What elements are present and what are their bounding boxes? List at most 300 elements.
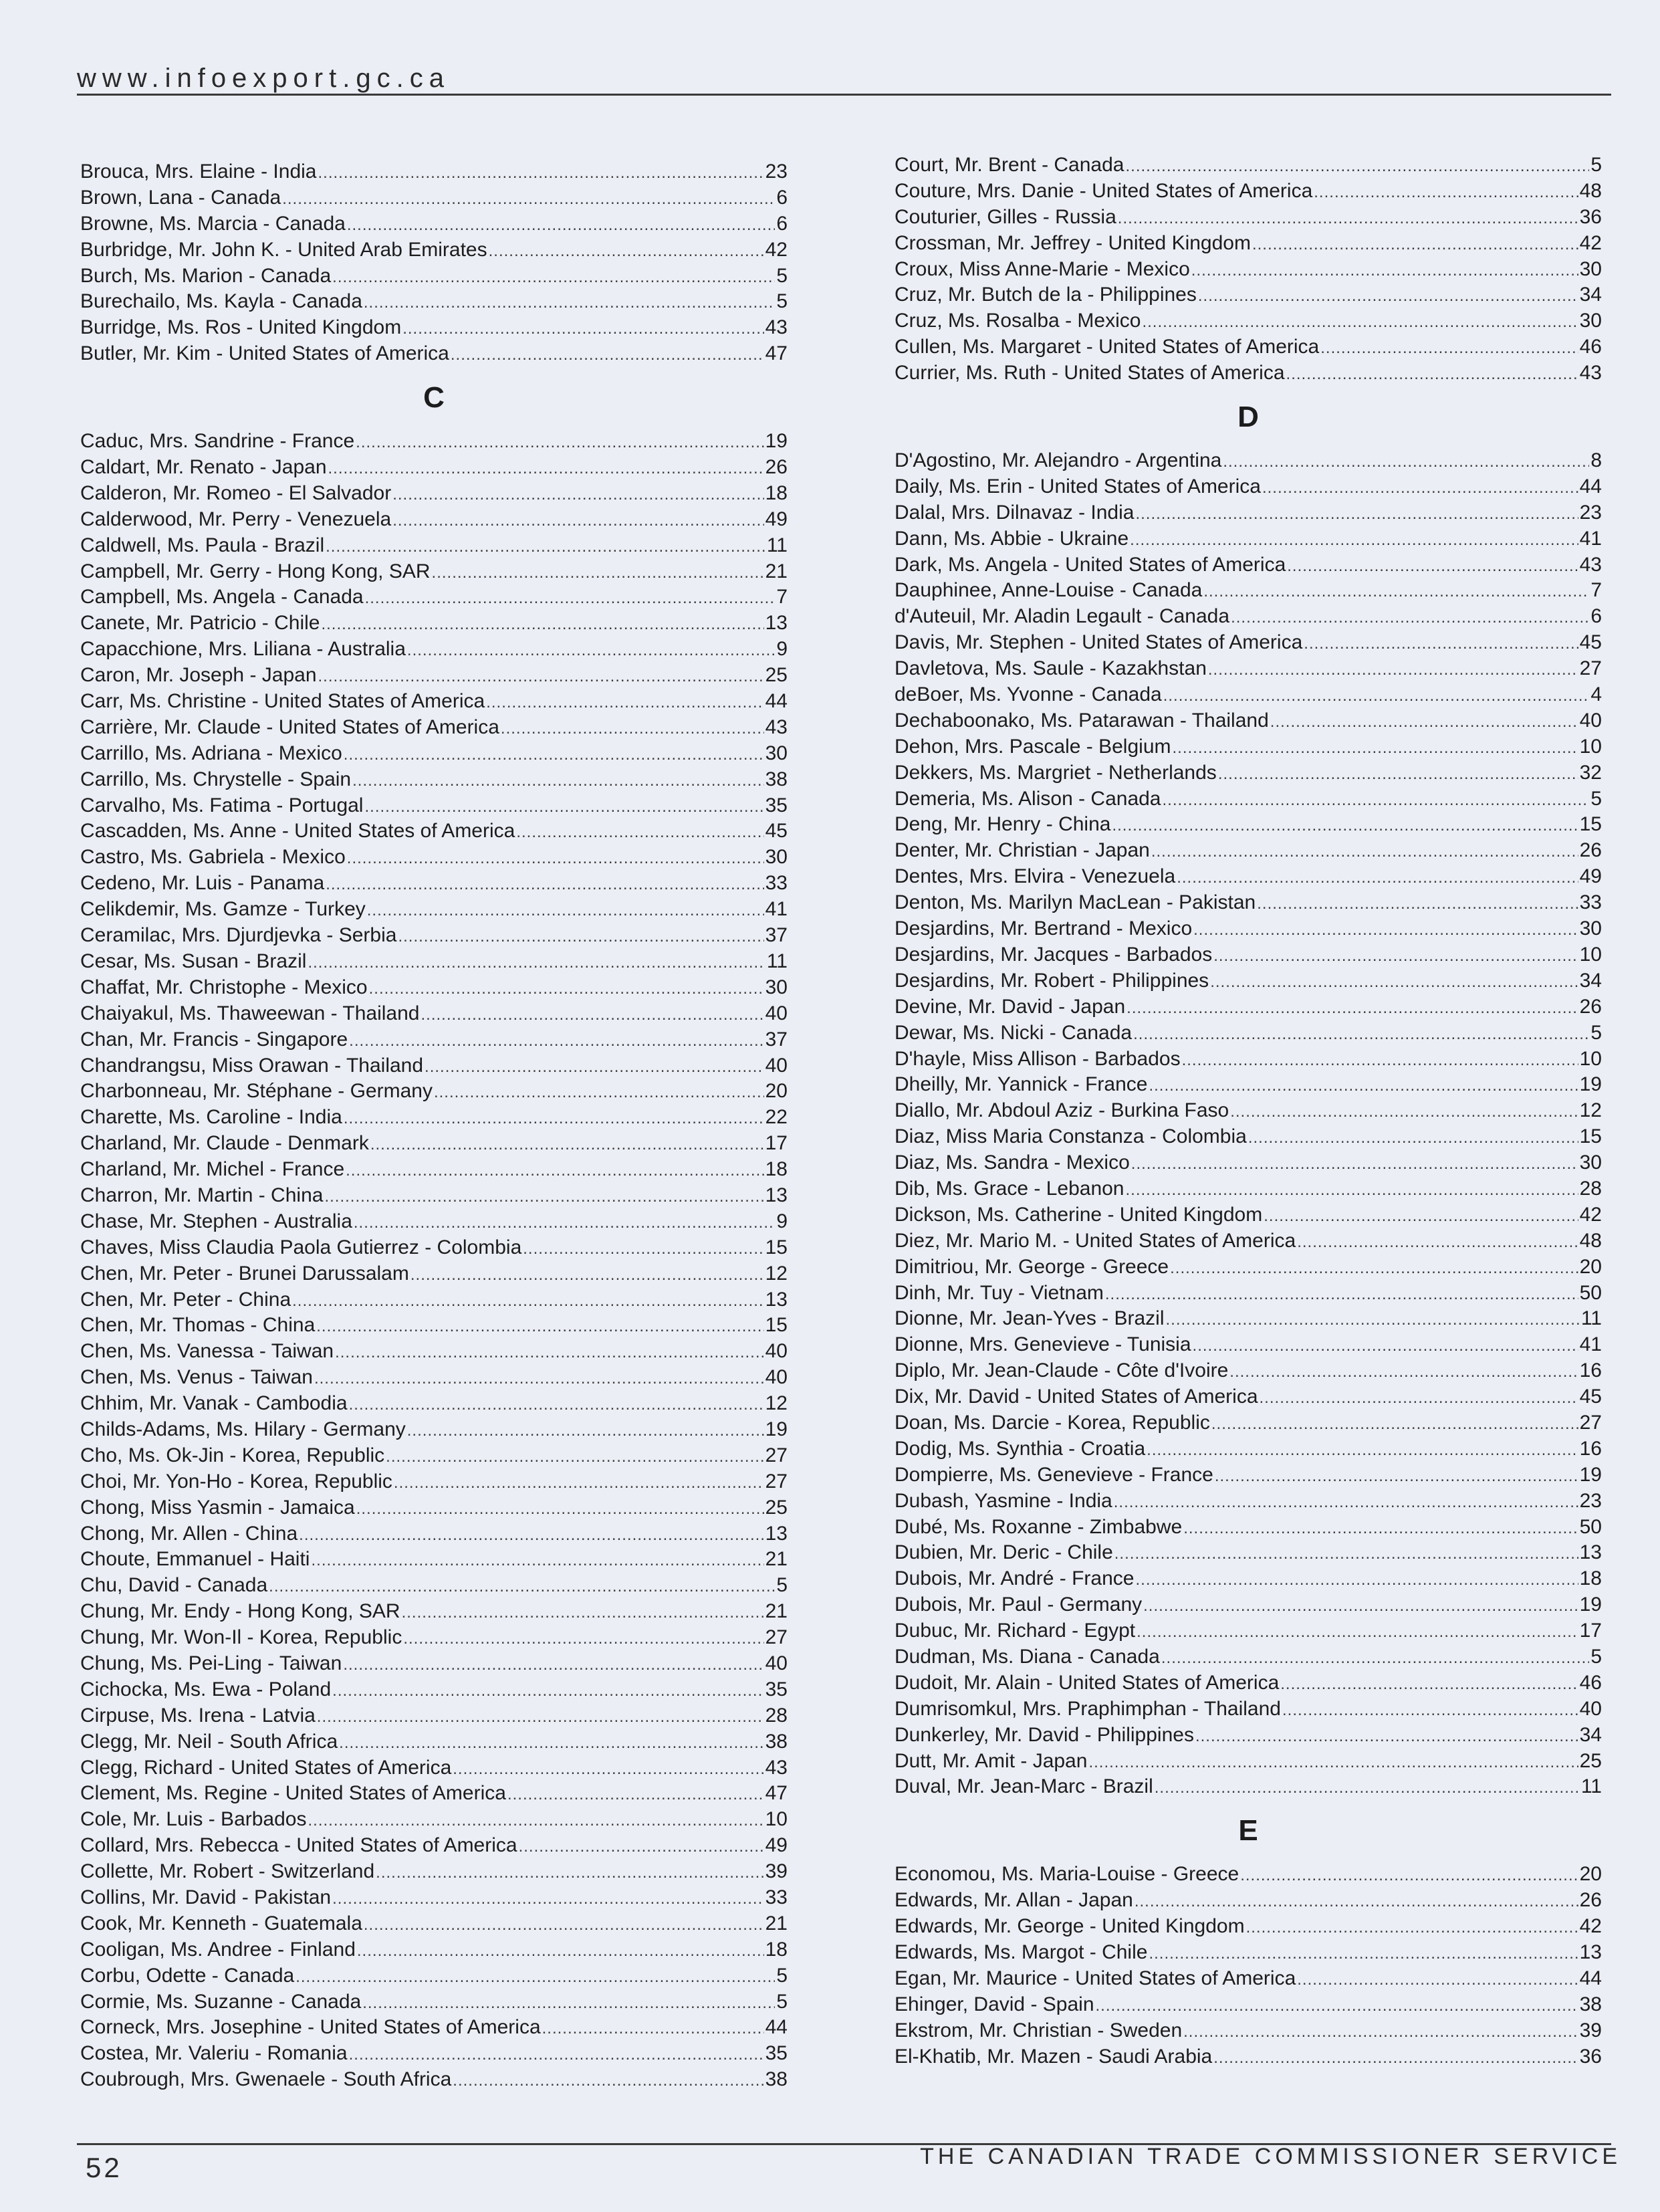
dot-leader (434, 1080, 764, 1106)
entry-name: D'Agostino, Mr. Alejandro - Argentina (895, 449, 1222, 472)
dot-leader (357, 1939, 764, 1965)
index-entry (80, 611, 788, 637)
entry-name: Ehinger, David - Spain (895, 1993, 1094, 2015)
index-entry (895, 231, 1602, 257)
dot-leader (386, 1444, 763, 1470)
entry-name: Dalal, Mrs. Dilnavaz - India (895, 501, 1135, 524)
entry-page-number: 28 (765, 1704, 788, 1727)
entry-name: Diez, Mr. Mario M. - United States of America (895, 1229, 1296, 1252)
index-entry (80, 263, 788, 290)
index-entry (895, 1020, 1602, 1046)
index-entry (80, 2015, 788, 2041)
entry-page-number: 40 (765, 1652, 788, 1674)
entry-page-number: 12 (1579, 1099, 1602, 1122)
entry-page-number: 18 (765, 481, 788, 504)
entry-page-number: 47 (765, 1782, 788, 1805)
entry-page-number: 13 (765, 1184, 788, 1206)
entry-page-number: 25 (1579, 1749, 1602, 1772)
index-entry (895, 1281, 1602, 1307)
dot-leader (407, 638, 775, 664)
entry-name: Diaz, Ms. Sandra - Mexico (895, 1151, 1130, 1174)
entry-page-number: 32 (1579, 761, 1602, 784)
dot-leader (1170, 1256, 1578, 1282)
entry-page-number: 46 (1579, 336, 1602, 358)
dot-leader (1143, 1593, 1578, 1620)
entry-page-number: 38 (765, 2068, 788, 2091)
index-entry (895, 152, 1602, 179)
entry-name: Dudman, Ms. Diana - Canada (895, 1645, 1160, 1668)
entry-name: Browne, Ms. Marcia - Canada (80, 212, 346, 235)
dot-leader (1314, 180, 1578, 206)
entry-page-number: 43 (765, 715, 788, 738)
index-entry (895, 1670, 1602, 1696)
entry-page-number: 40 (1579, 709, 1602, 732)
dot-leader (1213, 944, 1578, 970)
index-entry (895, 1124, 1602, 1150)
entry-page-number: 26 (1579, 995, 1602, 1018)
header-url: www.infoexport.gc.ca (77, 64, 450, 93)
index-entry (895, 916, 1602, 942)
entry-page-number: 9 (776, 1210, 788, 1232)
entry-name: Dompierre, Ms. Genevieve - France (895, 1463, 1213, 1486)
entry-page-number: 10 (1579, 943, 1602, 966)
entry-page-number: 11 (766, 950, 788, 972)
entry-name: Chen, Mr. Thomas - China (80, 1314, 316, 1337)
entry-name: Dubé, Ms. Roxanne - Zimbabwe (895, 1515, 1183, 1538)
entry-page-number: 5 (776, 1574, 788, 1597)
entry-name: Caldart, Mr. Renato - Japan (80, 456, 327, 479)
entry-name: Charron, Mr. Martin - China (80, 1184, 324, 1206)
dot-leader (1133, 1022, 1589, 1048)
entry-name: Caldwell, Ms. Paula - Brazil (80, 534, 325, 556)
entry-page-number: 37 (765, 924, 788, 947)
dot-leader (410, 1262, 764, 1289)
entry-name: Dubash, Yasmine - India (895, 1489, 1112, 1512)
entry-page-number: 11 (766, 534, 788, 556)
index-entry (80, 793, 788, 819)
entry-name: Cooligan, Ms. Andree - Finland (80, 1938, 356, 1961)
index-entry (80, 1443, 788, 1469)
dot-leader (332, 1886, 764, 1912)
entry-name: Capacchione, Mrs. Liliana - Australia (80, 638, 406, 661)
dot-leader (1203, 579, 1589, 605)
dot-leader (347, 213, 776, 239)
entry-name: Couturier, Gilles - Russia (895, 205, 1116, 228)
entry-page-number: 43 (1579, 553, 1602, 576)
entry-name: Devine, Mr. David - Japan (895, 995, 1126, 1018)
dot-leader (364, 794, 763, 820)
dot-leader (1304, 631, 1578, 657)
entry-name: Economou, Ms. Maria-Louise - Greece (895, 1863, 1239, 1886)
dot-leader (370, 1132, 764, 1158)
entry-page-number: 26 (765, 456, 788, 479)
entry-name: Charland, Mr. Michel - France (80, 1158, 345, 1181)
index-entry (80, 1053, 788, 1079)
index-entry (895, 760, 1602, 786)
index-entry (80, 1807, 788, 1833)
entry-page-number: 26 (1579, 839, 1602, 862)
index-entry (895, 1306, 1602, 1332)
dot-leader (1183, 1516, 1578, 1542)
entry-name: Charette, Ms. Caroline - India (80, 1106, 342, 1129)
entry-page-number: 7 (776, 586, 788, 609)
index-entry (895, 1384, 1602, 1410)
entry-name: Cullen, Ms. Margaret - United States of America (895, 336, 1320, 358)
entry-name: Dauphinee, Anne-Louise - Canada (895, 579, 1203, 602)
index-entry (80, 1339, 788, 1365)
entry-page-number: 40 (765, 1340, 788, 1363)
entry-page-number: 34 (1579, 284, 1602, 306)
index-entry (80, 1781, 788, 1807)
entry-name: Dinh, Mr. Tuy - Vietnam (895, 1281, 1104, 1304)
entry-page-number: 16 (1579, 1437, 1602, 1460)
entry-name: Crossman, Mr. Jeffrey - United Kingdom (895, 231, 1251, 254)
index-entry (80, 1131, 788, 1157)
index-entry (895, 838, 1602, 864)
index-entry (895, 1228, 1602, 1254)
entry-page-number: 6 (776, 186, 788, 209)
page-number: 52 (86, 2152, 122, 2183)
index-entry (895, 630, 1602, 656)
entry-page-number: 17 (1579, 1620, 1602, 1642)
entry-name: Collard, Mrs. Rebecca - United States of America (80, 1834, 517, 1857)
dot-leader (332, 1678, 763, 1704)
index-entry (80, 315, 788, 341)
dot-leader (1210, 970, 1578, 996)
dot-leader (523, 1236, 763, 1262)
index-entry (80, 741, 788, 767)
index-entry (80, 1729, 788, 1755)
entry-page-number: 16 (1579, 1359, 1602, 1382)
index-entry (895, 1992, 1602, 2018)
entry-page-number: 45 (1579, 1386, 1602, 1408)
entry-page-number: 48 (1579, 1229, 1602, 1252)
entry-page-number: 42 (1579, 231, 1602, 254)
entry-page-number: 44 (765, 2016, 788, 2039)
entry-page-number: 6 (1590, 605, 1602, 628)
dot-leader (421, 1002, 763, 1028)
index-entry (895, 448, 1602, 474)
entry-name: Chen, Mr. Peter - Brunei Darussalam (80, 1262, 409, 1285)
entry-name: Chan, Mr. Francis - Singapore (80, 1028, 348, 1050)
dot-leader (1130, 528, 1578, 554)
index-entry (80, 1417, 788, 1443)
dot-leader (352, 768, 764, 794)
dot-leader (1262, 475, 1578, 502)
dot-leader (1223, 449, 1589, 475)
dot-leader (1149, 1073, 1578, 1099)
entry-name: Clement, Ms. Regine - United States of America (80, 1782, 506, 1805)
entry-page-number: 40 (765, 1366, 788, 1389)
dot-leader (339, 1731, 763, 1757)
dot-leader (318, 160, 763, 187)
entry-page-number: 12 (765, 1392, 788, 1415)
entry-name: Chaves, Miss Claudia Paola Gutierrez - Colombia (80, 1236, 522, 1258)
index-entry (895, 942, 1602, 968)
entry-name: Caduc, Mrs. Sandrine - France (80, 430, 355, 453)
index-entry (895, 1540, 1602, 1566)
dot-leader (398, 924, 763, 950)
entry-name: Dix, Mr. David - United States of America (895, 1386, 1258, 1408)
entry-name: Currier, Ms. Ruth - United States of America (895, 362, 1285, 384)
dot-leader (314, 1366, 764, 1392)
dot-leader (282, 187, 775, 213)
entry-name: Chen, Ms. Vanessa - Taiwan (80, 1340, 334, 1363)
index-entry (80, 1079, 788, 1105)
dot-leader (299, 1523, 763, 1549)
entry-page-number: 33 (765, 872, 788, 895)
entry-page-number: 6 (776, 212, 788, 235)
entry-page-number: 18 (765, 1938, 788, 1961)
index-entry (895, 1202, 1602, 1228)
entry-name: Desjardins, Mr. Bertrand - Mexico (895, 917, 1193, 940)
index-entry (80, 1755, 788, 1781)
entry-name: Corbu, Odette - Canada (80, 1964, 295, 1987)
dot-leader (356, 1497, 764, 1523)
index-entry (895, 864, 1602, 890)
dot-leader (317, 1704, 764, 1731)
dot-leader (1297, 1230, 1578, 1256)
entry-page-number: 15 (1579, 1125, 1602, 1148)
dot-leader (1131, 1151, 1578, 1178)
dot-leader (1155, 1775, 1580, 1801)
entry-name: Corneck, Mrs. Josephine - United States of America (80, 2016, 541, 2039)
index-entry (80, 1911, 788, 1937)
dot-leader (1114, 1490, 1578, 1516)
dot-leader (1166, 1307, 1580, 1333)
index-entry (895, 1862, 1602, 1888)
index-entry (895, 1644, 1602, 1670)
entry-page-number: 23 (1579, 501, 1602, 524)
entry-name: Egan, Mr. Maurice - United States of America (895, 1967, 1296, 1989)
index-entry (895, 1436, 1602, 1462)
dot-leader (335, 1340, 764, 1366)
entry-name: Chaffat, Mr. Christophe - Mexico (80, 976, 368, 998)
index-entry (895, 1888, 1602, 1914)
index-entry (80, 975, 788, 1001)
index-entry (895, 205, 1602, 231)
dot-leader (292, 1289, 763, 1315)
index-entry (895, 179, 1602, 205)
entry-name: Davis, Mr. Stephen - United States of America (895, 631, 1303, 654)
entry-page-number: 50 (1579, 1515, 1602, 1538)
entry-page-number: 5 (776, 290, 788, 313)
index-entry (80, 429, 788, 455)
dot-leader (1252, 232, 1578, 258)
index-column-right (895, 152, 1602, 2070)
entry-page-number: 28 (1579, 1177, 1602, 1200)
index-entry (895, 1150, 1602, 1176)
entry-page-number: 41 (1579, 1333, 1602, 1356)
entry-name: Dubien, Mr. Deric - Chile (895, 1541, 1113, 1564)
dot-leader (1173, 736, 1578, 762)
index-entry (895, 1332, 1602, 1358)
entry-name: Burbridge, Mr. John K. - United Arab Emirates (80, 238, 487, 261)
index-entry (80, 1833, 788, 1859)
index-entry (80, 533, 788, 559)
entry-page-number: 44 (1579, 1967, 1602, 1989)
index-entry (895, 1723, 1602, 1749)
index-entry (895, 474, 1602, 500)
index-entry (895, 1098, 1602, 1124)
dot-leader (453, 1757, 763, 1783)
dot-leader (1127, 996, 1578, 1022)
index-entry (895, 786, 1602, 812)
entry-name: D'hayle, Miss Allison - Barbados (895, 1047, 1181, 1070)
entry-page-number: 5 (776, 1990, 788, 2013)
entry-name: Childs-Adams, Ms. Hilary - Germany (80, 1418, 406, 1440)
index-entry (80, 1469, 788, 1495)
entry-name: Dark, Ms. Angela - United States of America (895, 553, 1286, 576)
entry-page-number: 40 (765, 1054, 788, 1077)
index-entry (895, 2044, 1602, 2070)
dot-leader (486, 690, 763, 716)
dot-leader (542, 2016, 764, 2042)
entry-name: Desjardins, Mr. Jacques - Barbados (895, 943, 1213, 966)
dot-leader (1151, 839, 1578, 865)
dot-leader (316, 1314, 763, 1340)
entry-page-number: 20 (765, 1080, 788, 1103)
dot-leader (1147, 1438, 1578, 1464)
entry-name: Dheilly, Mr. Yannick - France (895, 1073, 1148, 1096)
entry-page-number: 23 (1579, 1489, 1602, 1512)
index-entry (895, 656, 1602, 682)
index-entry (80, 1547, 788, 1573)
entry-page-number: 38 (765, 1730, 788, 1753)
entry-page-number: 49 (765, 508, 788, 530)
entry-page-number: 10 (1579, 735, 1602, 758)
entry-name: Doan, Ms. Darcie - Korea, Republic (895, 1411, 1210, 1434)
entry-page-number: 11 (1580, 1775, 1602, 1798)
entry-name: Dehon, Mrs. Pascale - Belgium (895, 735, 1171, 758)
dot-leader (369, 976, 764, 1002)
entry-page-number: 15 (765, 1236, 788, 1258)
dot-leader (1282, 1698, 1578, 1724)
entry-name: Chung, Ms. Pei-Ling - Taiwan (80, 1652, 342, 1674)
dot-leader (324, 1184, 763, 1210)
entry-name: Chung, Mr. Won-Il - Korea, Republic (80, 1626, 402, 1649)
index-entry (895, 1462, 1602, 1488)
entry-name: Cesar, Ms. Susan - Brazil (80, 950, 307, 972)
dot-leader (1193, 1333, 1578, 1359)
entry-name: Carrière, Mr. Claude - United States of America (80, 715, 499, 738)
dot-leader (1183, 2019, 1578, 2045)
index-entry (80, 1391, 788, 1417)
entry-page-number: 21 (765, 560, 788, 582)
index-entry (895, 1566, 1602, 1592)
entry-name: Chong, Mr. Allen - China (80, 1522, 298, 1545)
entry-name: Burridge, Ms. Ros - United Kingdom (80, 316, 402, 339)
header-rule (77, 94, 1611, 96)
entry-name: Charland, Mr. Claude - Denmark (80, 1132, 369, 1155)
entry-page-number: 50 (1579, 1281, 1602, 1304)
entry-name: Couture, Mrs. Danie - United States of America (895, 179, 1313, 202)
entry-page-number: 5 (776, 1964, 788, 1987)
entry-page-number: 34 (1579, 1723, 1602, 1746)
entry-name: Choute, Emmanuel - Haiti (80, 1548, 310, 1571)
entry-name: Court, Mr. Brent - Canada (895, 154, 1124, 176)
index-entry (895, 812, 1602, 838)
index-entry (895, 1966, 1602, 1992)
index-entry (80, 1677, 788, 1703)
entry-page-number: 43 (1579, 362, 1602, 384)
entry-name: Cruz, Ms. Rosalba - Mexico (895, 310, 1141, 332)
entry-name: Demeria, Ms. Alison - Canada (895, 787, 1161, 810)
entry-page-number: 25 (765, 1496, 788, 1519)
index-entry (80, 1313, 788, 1339)
entry-name: Chen, Mr. Peter - China (80, 1288, 291, 1311)
dot-leader (1182, 1048, 1578, 1074)
dot-leader (318, 664, 764, 690)
entry-name: Coubrough, Mrs. Gwenaele - South Africa (80, 2068, 452, 2091)
index-entry (80, 1495, 788, 1521)
entry-name: Denter, Mr. Christian - Japan (895, 839, 1150, 862)
dot-leader (1177, 865, 1578, 891)
dot-leader (308, 1808, 763, 1834)
entry-page-number: 41 (765, 898, 788, 921)
entry-name: Dickson, Ms. Catherine - United Kingdom (895, 1203, 1263, 1226)
index-entry (80, 1261, 788, 1287)
dot-leader (407, 1418, 764, 1444)
entry-page-number: 13 (1579, 1541, 1602, 1564)
entry-name: Chong, Miss Yasmin - Jamaica (80, 1496, 355, 1519)
entry-page-number: 11 (1580, 1307, 1602, 1330)
index-entry (895, 1410, 1602, 1436)
entry-name: Burechailo, Ms. Kayla - Canada (80, 290, 362, 313)
dot-leader (376, 1860, 763, 1886)
dot-leader (1260, 1386, 1578, 1412)
entry-name: Edwards, Mr. George - United Kingdom (895, 1915, 1245, 1938)
entry-name: Croux, Miss Anne-Marie - Mexico (895, 257, 1190, 280)
dot-leader (328, 456, 764, 482)
dot-leader (519, 1834, 764, 1860)
entry-page-number: 5 (1590, 1645, 1602, 1668)
index-entry (895, 1176, 1602, 1202)
entry-page-number: 19 (1579, 1073, 1602, 1096)
entry-page-number: 19 (1579, 1593, 1602, 1616)
index-entry (80, 1521, 788, 1547)
dot-leader (344, 742, 764, 768)
dot-leader (1211, 1412, 1578, 1438)
index-entry (80, 1209, 788, 1235)
dot-leader (1135, 1889, 1578, 1915)
index-entry (895, 1618, 1602, 1644)
entry-page-number: 38 (765, 768, 788, 790)
dot-leader (1195, 1724, 1578, 1750)
dot-leader (1149, 1941, 1578, 1967)
entry-name: Collette, Mr. Robert - Switzerland (80, 1860, 375, 1883)
entry-name: Chase, Mr. Stephen - Australia (80, 1210, 352, 1232)
entry-name: Dann, Ms. Abbie - Ukraine (895, 527, 1129, 550)
entry-name: Carvalho, Ms. Fatima - Portugal (80, 794, 364, 816)
entry-page-number: 33 (1579, 891, 1602, 914)
entry-name: Davletova, Ms. Saule - Kazakhstan (895, 657, 1207, 680)
dot-leader (1161, 1646, 1589, 1672)
index-entry (895, 1254, 1602, 1281)
dot-leader (343, 1652, 763, 1678)
dot-leader (1198, 284, 1578, 310)
entry-page-number: 5 (1590, 787, 1602, 810)
index-entry (80, 1989, 788, 2015)
entry-page-number: 37 (765, 1028, 788, 1050)
index-entry (80, 1703, 788, 1729)
index-entry (80, 185, 788, 211)
entry-name: Caron, Mr. Joseph - Japan (80, 664, 317, 687)
index-entry (80, 1105, 788, 1131)
index-entry (895, 1774, 1602, 1800)
dot-leader (1126, 1178, 1578, 1204)
index-entry (895, 360, 1602, 386)
